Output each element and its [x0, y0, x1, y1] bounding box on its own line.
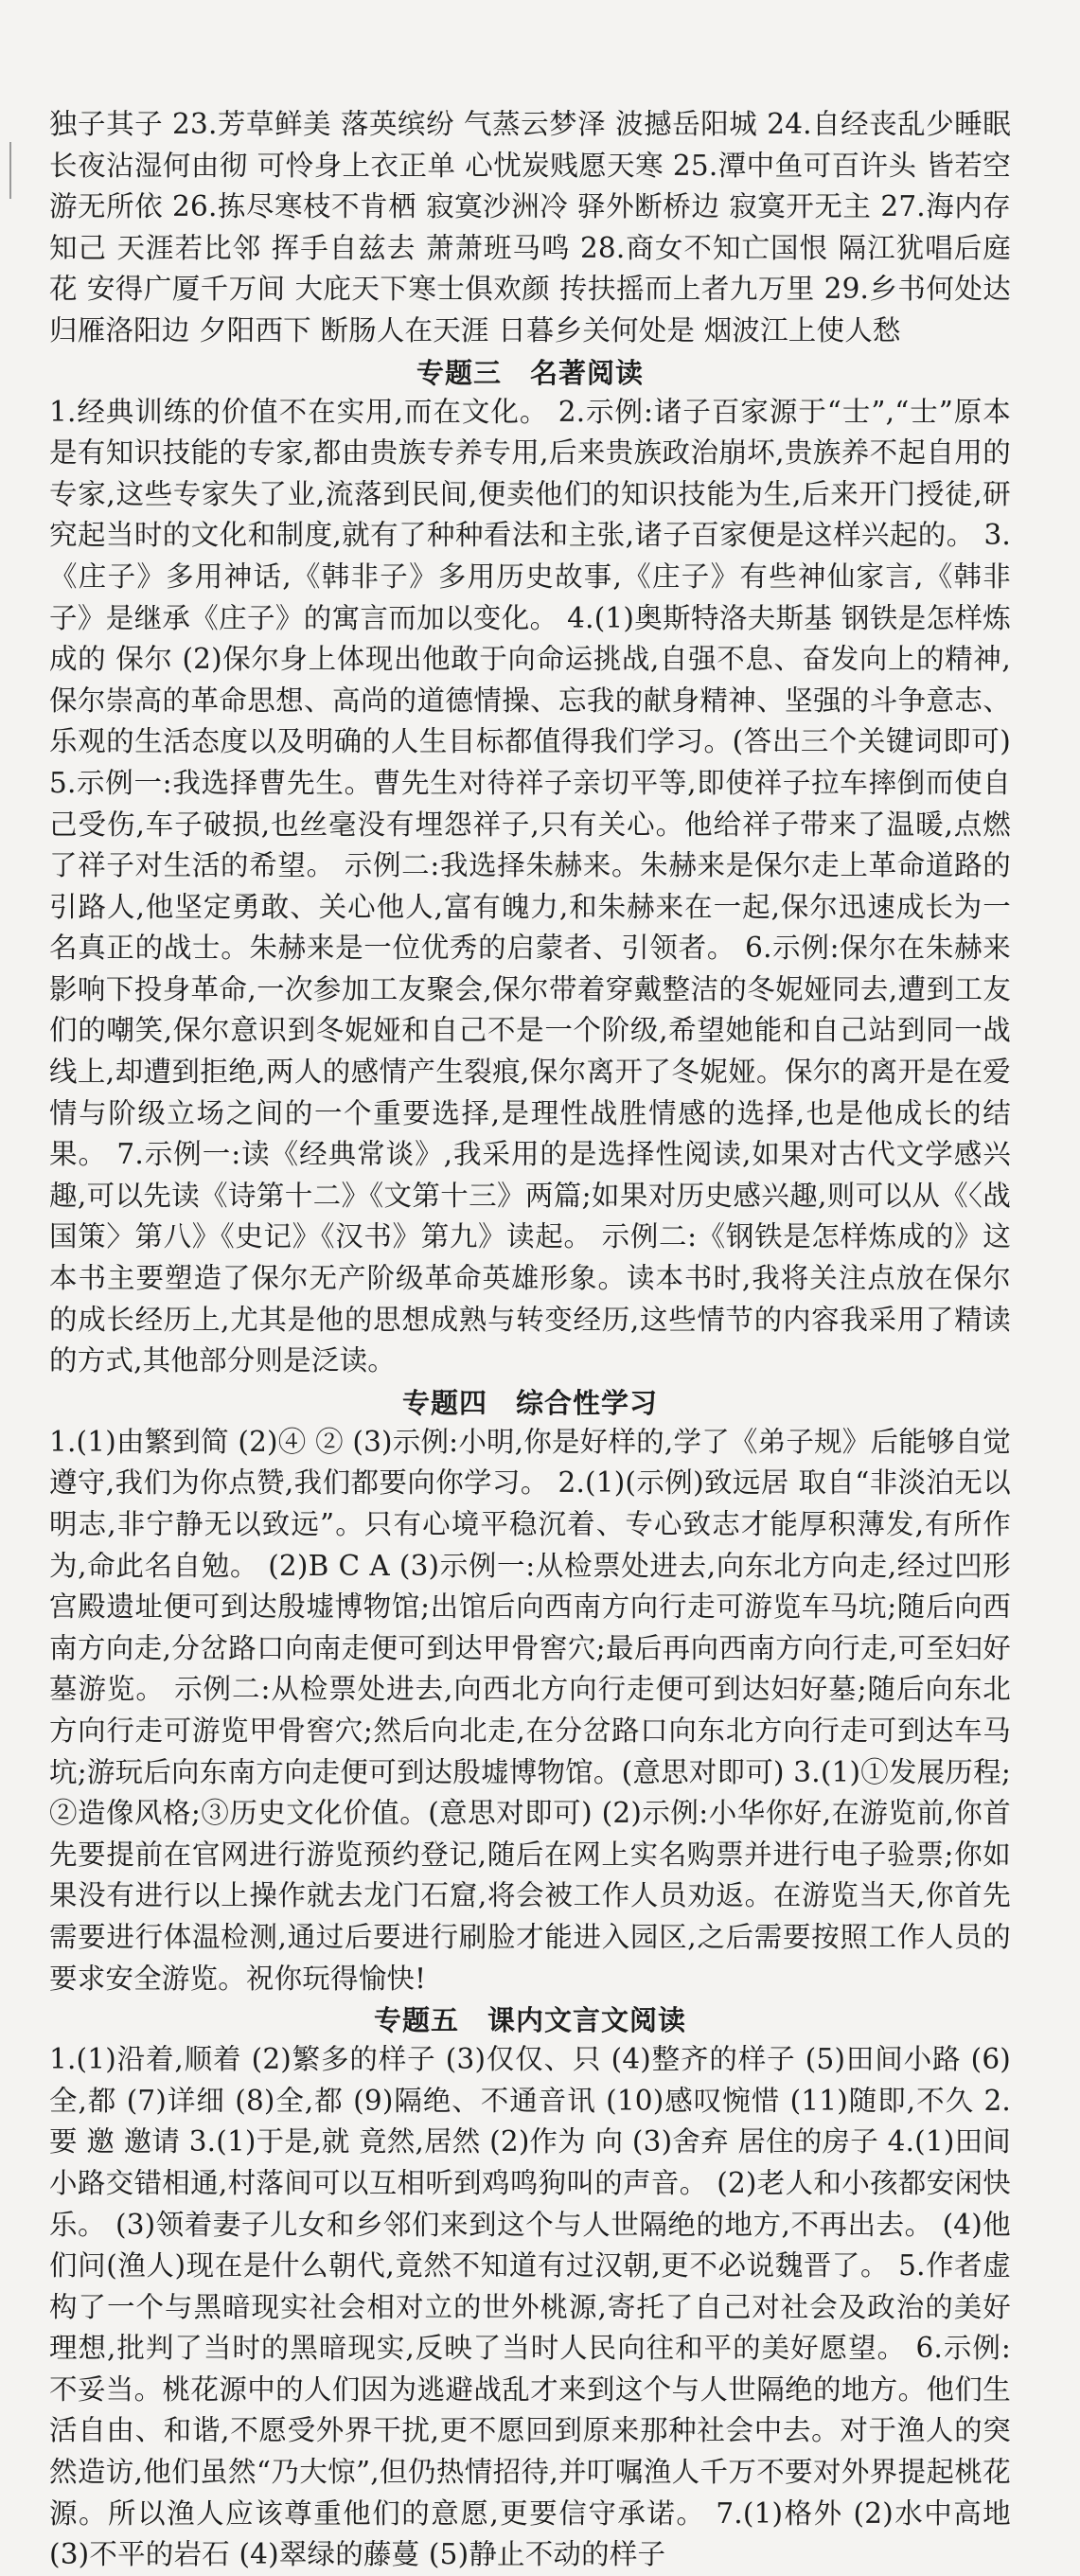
topic-three-heading: 专题三 名著阅读 [416, 356, 644, 389]
topic-three-text: 1.经典训练的价值不在实用,而在文化。 2.示例:诸子百家源于“士”,“士”原本是有知识技能的专家,都由贵族专养专用,后来贵族政治崩坏,贵族养不起自用的专家,这些专家失了业,流落到民间,便卖他们的知识技能为生,后来开门授徒,研究起当时的文化和制度,就有了种种看法和主张,诸子百家便是这样兴起的。 3.《庄子》多用神话,《韩非子》多用历史故事,《庄子》有些神仙家言,《韩非子》是继承《庄子》的寓言而加以变化。 4.(1)奥斯特洛夫斯基 钢铁是怎样炼成的 保尔 (2)保尔身上体现出他敢于向命运挑战,自强不息、奋发向上的精神,保尔崇高的革命思想、高尚的道德情操、忘我的献身精神、坚强的斗争意志、乐观的生活态度以及明确的人生目标都值得我们学习。(答出三个关键词即可) 5.示例一:我选择曹先生。曹先生对待祥子亲切平等,即使祥子拉车摔倒而使自己受伤,车子破损,也丝毫没有埋怨祥子,只有关心。他给祥子带来了温暖,点燃了祥子对生活的希望。 示例二:我选择朱赫来。朱赫来是保尔走上革命道路的引路人,他坚定勇敢、关心他人,富有魄力,和朱赫来在一起,保尔迅速成长为一名真正的战士。朱赫来是一位优秀的启蒙者、引领者。 6.示例:保尔在朱赫来影响下投身革命,一次参加工友聚会,保尔带着穿戴整洁的冬妮娅同去,遭到工友们的嘲笑,保尔意识到冬妮娅和自己不是一个阶级,希望她能和自己站到同一战线上,却遭到拒绝,两人的感情产生裂痕,保尔离开了冬妮娅。保尔的离开是在爱情与阶级立场之间的一个重要选择,是理性战胜情感的选择,也是他成长的结果。 7.示例一:读《经典常谈》,我采用的是选择性阅读,如果对古代文学感兴趣,可以先读《诗第十二》《文第十三》两篇;如果对历史感兴趣,则可以从《〈战国策〉第八》《史记》《汉书》第九》读起。 示例二:《钢铁是怎样炼成的》这本书主要塑造了保尔无产阶级革命英雄形象。读本书时,我将关注点放在保尔的成长经历上,尤其是他的思想成熟与转变经历,这些情节的内容我采用了精读的方式,其他部分则是泛读。 [49, 395, 1011, 1377]
topic-five-heading: 专题五 课内文言文阅读 [373, 2004, 686, 2037]
topic-four-text: 1.(1)由繁到简 (2)④ ② (3)示例:小明,你是好样的,学了《弟子规》后能够自觉遵守,我们为你点赞,我们都要向你学习。 2.(1)(示例)致远居 取自“非淡泊无以明志,非宁静无以致远”。只有心境平稳沉着、专心致志才能厚积薄发,有所作为,命此名自勉。 (2)B C A (3)示例一:从检票处进去,向东北方向走,经过凹形宫殿遗址便可到达殷墟博物馆;出馆后向西南方向行走可游览车马坑;随后向西南方向走,分岔路口向南走便可到达甲骨窖穴;最后再向西南方向行走,可至妇好墓游览。 示例二:从检票处进去,向西北方向行走便可到达妇好墓;随后向东北方向行走可游览甲骨窖穴;然后向北走,在分岔路口向东北方向行走可到达车马坑;游玩后向东南方向走便可到达殷墟博物馆。(意思对即可) 3.(1)①发展历程;②造像风格;③历史文化价值。(意思对即可) (2)示例:小华你好,在游览前,你首先要提前在官网进行游览预约登记,随后在网上实名购票并进行电子验票;你如果没有进行以上操作就去龙门石窟,将会被工作人员劝返。在游览当天,你首先需要进行体温检测,通过后要进行刷脸才能进入园区,之后需要按照工作人员的要求安全游览。祝你玩得愉快! [49, 1425, 1011, 1995]
topic-five-text: 1.(1)沿着,顺着 (2)繁多的样子 (3)仅仅、只 (4)整齐的样子 (5)田间小路 (6)全,都 (7)详细 (8)全,都 (9)隔绝、不通音讯 (10)感叹惋惜 (11)随即,不久 2.要 邀 邀请 3.(1)于是,就 竟然,居然 (2)作为 向 (3)舍弃 居住的房子 4.(1)田间小路交错相通,村落间可以互相听到鸡鸣狗叫的声音。 (2)老人和小孩都安闲快乐。 (3)领着妻子儿女和乡邻们来到这个与人世隔绝的地方,不再出去。 (4)他们问(渔人)现在是什么朝代,竟然不知道有过汉朝,更不必说魏晋了。 5.作者虚构了一个与黑暗现实社会相对立的世外桃源,寄托了自己对社会及政治的美好理想,批判了当时的黑暗现实,反映了当时人民向往和平的美好愿望。 6.示例:不妥当。桃花源中的人们因为逃避战乱才来到这个与人世隔绝的地方。他们生活自由、和谐,不愿受外界干扰,更不愿回到原来那种社会中去。对于渔人的突然造访,他们虽然“乃大惊”,但仍热情招待,并叮嘱渔人千万不要对外界提起桃花源。所以渔人应该尊重他们的意愿,更要信守承诺。 7.(1)格外 (2)水中高地 (3)不平的岩石 (4)翠绿的藤蔓 (5)静止不动的样子 [49, 2043, 1011, 2571]
poetry-answers-section [49, 104, 1011, 352]
topic-four-section [49, 1386, 1011, 1999]
topic-five-section [49, 2003, 1011, 2576]
topic-four-heading: 专题四 综合性学习 [401, 1386, 658, 1419]
page-edge-mark [9, 142, 11, 199]
answer-page [49, 104, 1011, 2571]
topic-three-section [49, 356, 1011, 1382]
poetry-answers-text: 独子其子 23.芳草鲜美 落英缤纷 气蒸云梦泽 波撼岳阳城 24.自经丧乱少睡眠 长夜沾湿何由彻 可怜身上衣正单 心忧炭贱愿天寒 25.潭中鱼可百许头 皆若空游无所依 26.拣尽寒枝不肯栖 寂寞沙洲冷 驿外断桥边 寂寞开无主 27.海内存知己 天涯若比邻 挥手自兹去 萧萧班马鸣 28.商女不知亡国恨 隔江犹唱后庭花 安得广厦千万间 大庇天下寒士俱欢颜 抟扶摇而上者九万里 29.乡书何处达 归雁洛阳边 夕阳西下 断肠人在天涯 日暮乡关何处是 烟波江上使人愁 [49, 108, 1011, 346]
